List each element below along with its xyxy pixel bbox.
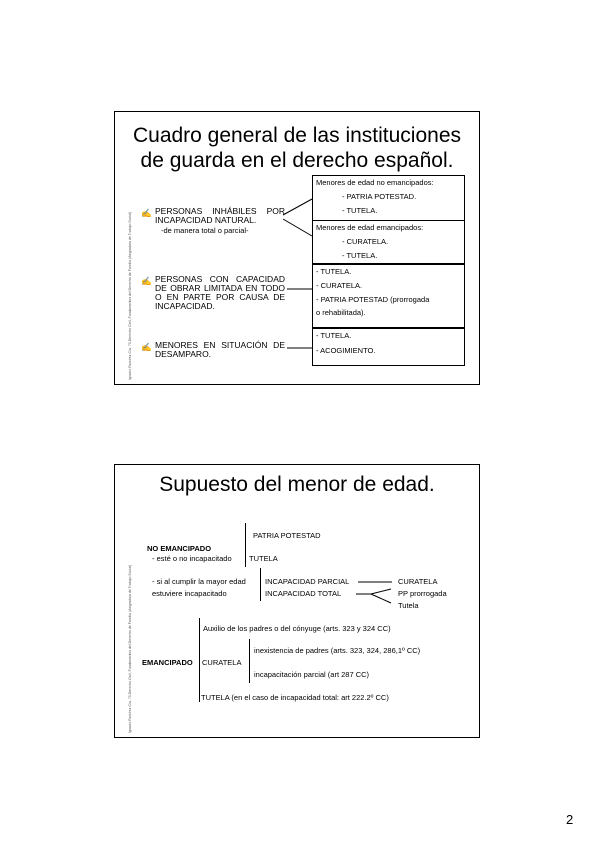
box-4-item: - TUTELA. [316, 331, 352, 340]
incapacidad-parcial: INCAPACIDAD PARCIAL [265, 577, 350, 586]
box-1-item: - TUTELA. [342, 206, 378, 215]
left-item-1: PERSONAS INHÁBILES POR INCAPACIDAD NATURAL. [155, 206, 285, 225]
condition-line2: estuviere incapacitado [152, 589, 227, 598]
bullet-icon: ✍ [141, 276, 152, 286]
box-3-item: - TUTELA. [316, 267, 352, 276]
pp-prorrogada: PP prorrogada [398, 589, 447, 598]
no-emancipado-sub: - esté o no incapacitado [152, 554, 232, 563]
box-4-item: - ACOGIMIENTO. [316, 346, 376, 355]
left-item-1-sub: -de manera total o parcial- [161, 226, 249, 235]
side-note: Ignacio Ramírez Cía, 70-Derecho Civil, Fundamentos del Derecho de Familia (Asignatura de Trabajo Social) [128, 211, 132, 380]
bullet-icon: ✍ [141, 342, 152, 352]
box-2-header: Menores de edad emancipados: [316, 223, 424, 232]
slide-1 [114, 111, 480, 385]
slide-title: Supuesto del menor de edad. [159, 473, 435, 496]
incapacitacion-parcial: incapacitación parcial (art 287 CC) [254, 670, 370, 679]
box-1-header: Menores de edad no emancipados: [316, 178, 434, 187]
box-3-item: o rehabilitada). [316, 308, 366, 317]
condition-line1: - si al cumplir la mayor edad [152, 577, 246, 586]
inexistencia-padres: inexistencia de padres (arts. 323, 324, 286,1º CC) [254, 646, 421, 655]
auxilio: Auxilio de los padres o del cónyuge (arts. 323 y 324 CC) [203, 624, 391, 633]
slide-title-line2: de guarda en el derecho español. [140, 149, 454, 172]
tutela-emancipado: TUTELA (en el caso de incapacidad total: art 222.2º CC) [201, 693, 389, 702]
box-3-item: - CURATELA. [316, 281, 363, 290]
bullet-icon: ✍ [141, 208, 152, 218]
slide-title-line1: Cuadro general de las instituciones [132, 124, 462, 147]
tutela-result: Tutela [398, 601, 419, 610]
curatela-result: CURATELA [398, 577, 438, 586]
left-item-2: PERSONAS CON CAPACIDAD DE OBRAR LIMITADA EN TODO O EN PARTE POR CAUSA DE INCAPACIDAD. [155, 274, 285, 311]
box-2-item: - TUTELA. [342, 251, 378, 260]
page-number: 2 [566, 812, 574, 827]
slide-2 [114, 464, 480, 738]
patria-potestad: PATRIA POTESTAD [253, 531, 321, 540]
emancipado-label: EMANCIPADO [142, 658, 193, 667]
box-2-item: - CURATELA. [342, 237, 389, 246]
box-3-item: - PATRIA POTESTAD (prorrogada [316, 295, 430, 304]
side-note: Ignacio Ramírez Cía, 70-Derecho Civil, Fundamentos del Derecho de Familia (Asignatura de Trabajo Social) [128, 564, 132, 733]
curatela-emancipado: CURATELA [202, 658, 242, 667]
box-1-item: - PATRIA POTESTAD. [342, 192, 417, 201]
guardianship-box-group [312, 175, 465, 265]
tutela: TUTELA [249, 554, 278, 563]
left-item-3: MENORES EN SITUACIÓN DE DESAMPARO. [155, 340, 285, 359]
no-emancipado-label: NO EMANCIPADO [147, 544, 212, 553]
incapacidad-total: INCAPACIDAD TOTAL [265, 589, 342, 598]
